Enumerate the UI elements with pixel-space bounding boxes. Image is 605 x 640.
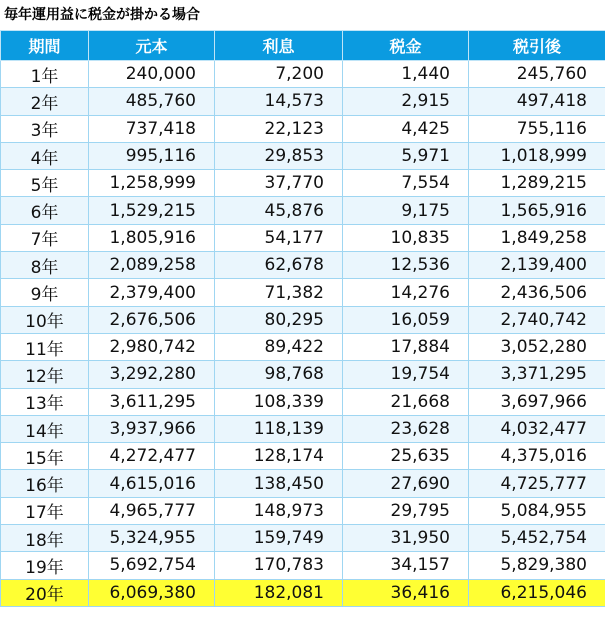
cell-interest: 108,339	[215, 388, 343, 415]
cell-tax: 36,416	[343, 579, 469, 606]
cell-period: 11年	[1, 333, 89, 360]
cell-principal: 5,324,955	[89, 525, 215, 552]
cell-principal: 485,760	[89, 88, 215, 115]
header-row	[1, 31, 605, 61]
cell-interest: 14,573	[215, 88, 343, 115]
cell-period: 4年	[1, 142, 89, 169]
cell-period: 6年	[1, 197, 89, 224]
cell-principal: 3,292,280	[89, 361, 215, 388]
cell-period: 15年	[1, 443, 89, 470]
cell-principal: 1,258,999	[89, 170, 215, 197]
cell-after-tax: 4,032,477	[469, 415, 605, 442]
cell-principal: 1,805,916	[89, 224, 215, 251]
cell-after-tax: 497,418	[469, 88, 605, 115]
cell-tax: 10,835	[343, 224, 469, 251]
cell-interest: 62,678	[215, 252, 343, 279]
cell-period: 20年	[1, 579, 89, 606]
cell-tax: 9,175	[343, 197, 469, 224]
cell-period: 16年	[1, 470, 89, 497]
table-row	[1, 333, 605, 360]
cell-period: 8年	[1, 252, 89, 279]
cell-after-tax: 5,829,380	[469, 552, 605, 579]
cell-period: 5年	[1, 170, 89, 197]
cell-principal: 3,611,295	[89, 388, 215, 415]
cell-interest: 170,783	[215, 552, 343, 579]
cell-interest: 98,768	[215, 361, 343, 388]
cell-after-tax: 4,725,777	[469, 470, 605, 497]
table-row	[1, 115, 605, 142]
cell-tax: 5,971	[343, 142, 469, 169]
table-row	[1, 142, 605, 169]
cell-principal: 6,069,380	[89, 579, 215, 606]
cell-after-tax: 5,452,754	[469, 525, 605, 552]
table-row	[1, 497, 605, 524]
cell-interest: 71,382	[215, 279, 343, 306]
cell-interest: 138,450	[215, 470, 343, 497]
cell-after-tax: 5,084,955	[469, 497, 605, 524]
cell-tax: 31,950	[343, 525, 469, 552]
cell-tax: 27,690	[343, 470, 469, 497]
cell-after-tax: 245,760	[469, 61, 605, 88]
table-row	[1, 552, 605, 579]
cell-after-tax: 2,740,742	[469, 306, 605, 333]
table-row	[1, 197, 605, 224]
header-principal: 元本	[89, 31, 215, 61]
cell-tax: 12,536	[343, 252, 469, 279]
cell-interest: 45,876	[215, 197, 343, 224]
cell-principal: 737,418	[89, 115, 215, 142]
table-row	[1, 170, 605, 197]
investment-tax-table	[0, 30, 605, 607]
cell-interest: 89,422	[215, 333, 343, 360]
header-period: 期間	[1, 31, 89, 61]
cell-after-tax: 3,697,966	[469, 388, 605, 415]
cell-after-tax: 6,215,046	[469, 579, 605, 606]
cell-principal: 2,676,506	[89, 306, 215, 333]
table-header	[1, 31, 605, 61]
cell-interest: 54,177	[215, 224, 343, 251]
cell-period: 19年	[1, 552, 89, 579]
cell-tax: 2,915	[343, 88, 469, 115]
cell-principal: 240,000	[89, 61, 215, 88]
cell-period: 2年	[1, 88, 89, 115]
cell-after-tax: 1,565,916	[469, 197, 605, 224]
cell-interest: 159,749	[215, 525, 343, 552]
cell-interest: 7,200	[215, 61, 343, 88]
table-row	[1, 224, 605, 251]
table-row	[1, 388, 605, 415]
cell-principal: 4,615,016	[89, 470, 215, 497]
cell-tax: 34,157	[343, 552, 469, 579]
cell-period: 7年	[1, 224, 89, 251]
cell-interest: 22,123	[215, 115, 343, 142]
cell-period: 17年	[1, 497, 89, 524]
table-row	[1, 443, 605, 470]
cell-principal: 3,937,966	[89, 415, 215, 442]
cell-period: 14年	[1, 415, 89, 442]
cell-principal: 4,965,777	[89, 497, 215, 524]
table-title: 毎年運用益に税金が掛かる場合	[4, 7, 200, 23]
cell-principal: 4,272,477	[89, 443, 215, 470]
table-row	[1, 306, 605, 333]
cell-after-tax: 4,375,016	[469, 443, 605, 470]
cell-after-tax: 1,849,258	[469, 224, 605, 251]
header-after-tax: 税引後	[469, 31, 605, 61]
cell-interest: 128,174	[215, 443, 343, 470]
cell-period: 10年	[1, 306, 89, 333]
cell-period: 3年	[1, 115, 89, 142]
cell-tax: 1,440	[343, 61, 469, 88]
cell-after-tax: 1,289,215	[469, 170, 605, 197]
cell-interest: 182,081	[215, 579, 343, 606]
cell-principal: 2,980,742	[89, 333, 215, 360]
header-tax: 税金	[343, 31, 469, 61]
table-row	[1, 88, 605, 115]
cell-after-tax: 2,436,506	[469, 279, 605, 306]
cell-tax: 14,276	[343, 279, 469, 306]
table-row	[1, 61, 605, 88]
cell-tax: 16,059	[343, 306, 469, 333]
cell-after-tax: 1,018,999	[469, 142, 605, 169]
table-row	[1, 415, 605, 442]
cell-period: 18年	[1, 525, 89, 552]
cell-interest: 80,295	[215, 306, 343, 333]
cell-tax: 25,635	[343, 443, 469, 470]
cell-tax: 23,628	[343, 415, 469, 442]
cell-period: 12年	[1, 361, 89, 388]
cell-interest: 29,853	[215, 142, 343, 169]
table-row	[1, 470, 605, 497]
cell-after-tax: 2,139,400	[469, 252, 605, 279]
table-row	[1, 279, 605, 306]
cell-period: 1年	[1, 61, 89, 88]
table-row	[1, 579, 605, 606]
table-row	[1, 361, 605, 388]
cell-after-tax: 3,371,295	[469, 361, 605, 388]
cell-principal: 2,379,400	[89, 279, 215, 306]
cell-principal: 1,529,215	[89, 197, 215, 224]
cell-period: 9年	[1, 279, 89, 306]
cell-tax: 17,884	[343, 333, 469, 360]
cell-tax: 19,754	[343, 361, 469, 388]
cell-principal: 2,089,258	[89, 252, 215, 279]
cell-after-tax: 3,052,280	[469, 333, 605, 360]
cell-interest: 118,139	[215, 415, 343, 442]
table-body	[1, 61, 605, 607]
header-interest: 利息	[215, 31, 343, 61]
table-row	[1, 525, 605, 552]
cell-period: 13年	[1, 388, 89, 415]
cell-tax: 4,425	[343, 115, 469, 142]
cell-interest: 37,770	[215, 170, 343, 197]
cell-principal: 5,692,754	[89, 552, 215, 579]
cell-after-tax: 755,116	[469, 115, 605, 142]
cell-interest: 148,973	[215, 497, 343, 524]
cell-principal: 995,116	[89, 142, 215, 169]
table-row	[1, 252, 605, 279]
cell-tax: 29,795	[343, 497, 469, 524]
cell-tax: 7,554	[343, 170, 469, 197]
cell-tax: 21,668	[343, 388, 469, 415]
